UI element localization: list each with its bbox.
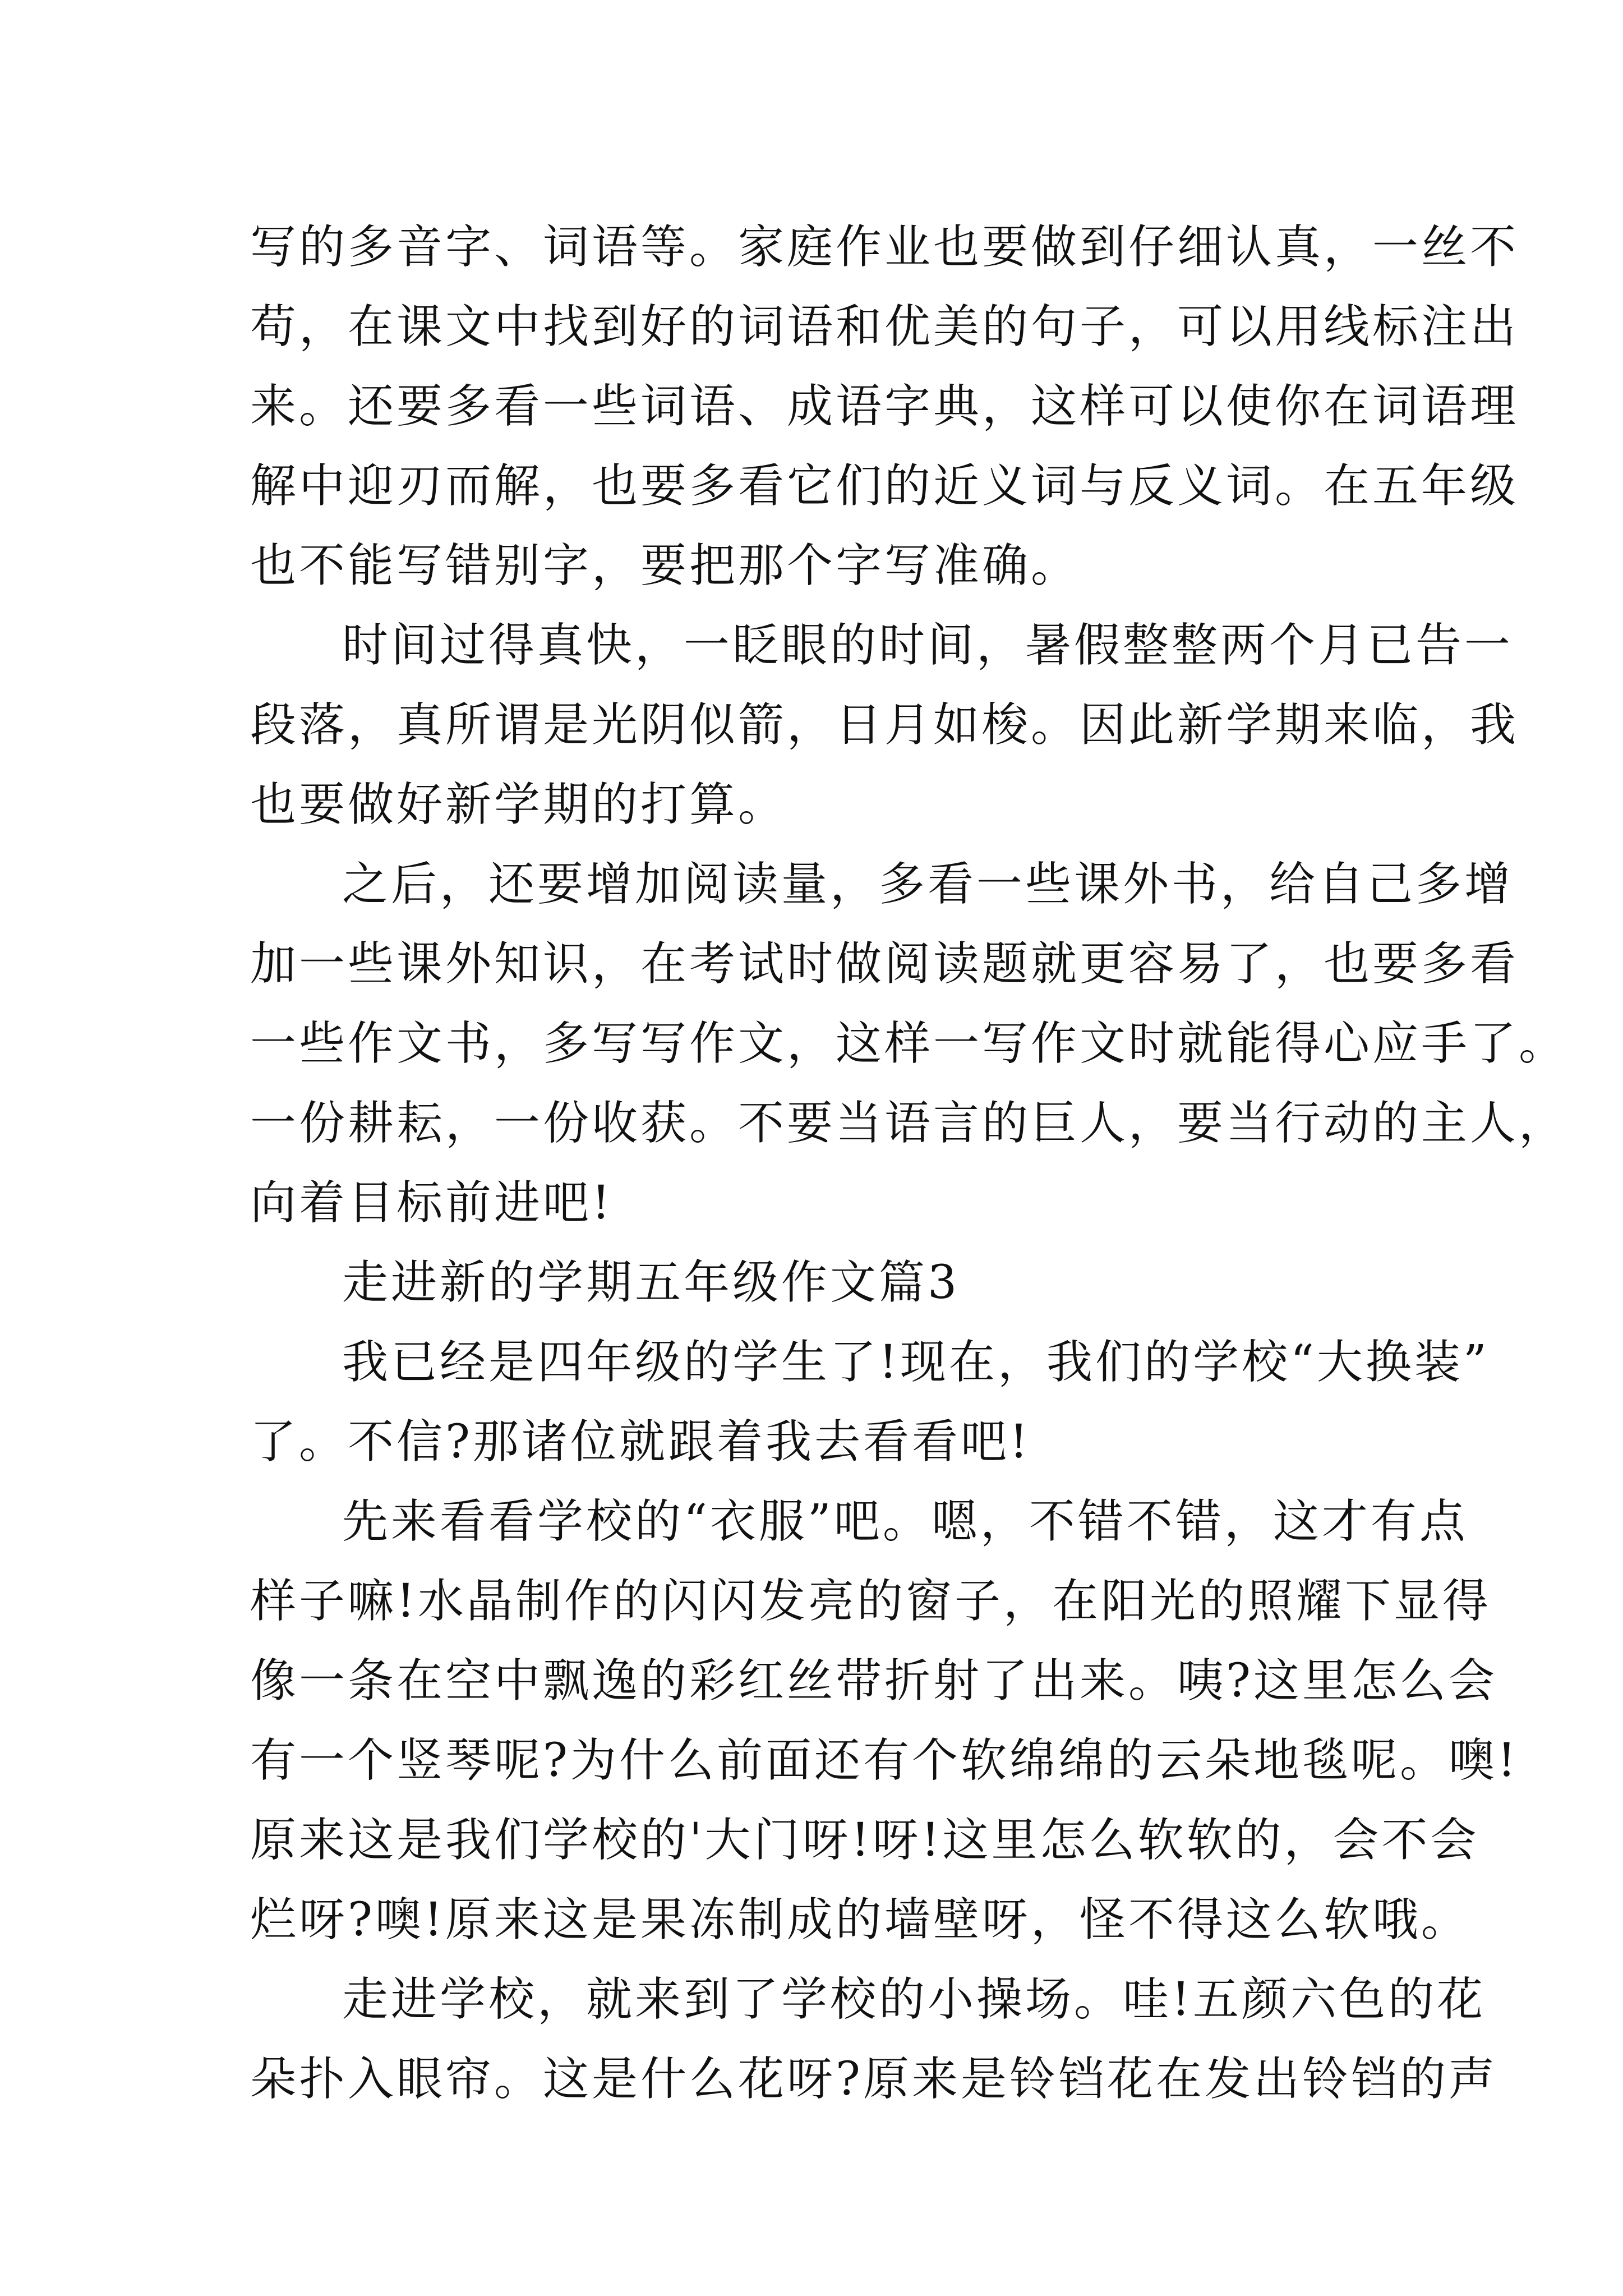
text-line: 一份耕耘，一份收获。不要当语言的巨人，要当行动的主人， (250, 1097, 1568, 1150)
text-line: 烂呀?噢!原来这是果冻制成的墙壁呀，怪不得这么软哦。 (250, 1893, 1470, 1947)
document-body (250, 208, 1568, 2119)
text-line: 段落，真所谓是光阴似箭，日月如梭。因此新学期来临，我 (250, 698, 1519, 752)
text-line: 也不能写错别字，要把那个字写准确。 (250, 539, 1080, 592)
text-line: 加一些课外知识，在考试时做阅读题就更容易了，也要多看 (250, 937, 1519, 991)
paragraph-start-line: 时间过得真快，一眨眼的时间，暑假整整两个月已告一 (342, 619, 1514, 672)
paragraph-start-line: 我已经是四年级的学生了!现在，我们的学校“大换装” (342, 1336, 1490, 1389)
section-heading: 走进新的学期五年级作文篇3 (342, 1256, 960, 1309)
text-line: 向着目标前进吧! (250, 1176, 613, 1230)
text-line: 解中迎刃而解，也要多看它们的近义词与反义词。在五年级 (250, 459, 1519, 513)
text-line: 也要做好新学期的打算。 (250, 778, 787, 831)
text-line: 来。还要多看一些词语、成语字典，这样可以使你在词语理 (250, 380, 1519, 433)
text-line: 像一条在空中飘逸的彩红丝带折射了出来。咦?这里怎么会 (250, 1654, 1497, 1708)
text-line: 朵扑入眼帘。这是什么花呀?原来是铃铛花在发出铃铛的声 (250, 2053, 1497, 2106)
paragraph-start-line: 走进学校，就来到了学校的小操场。哇!五颜六色的花 (342, 1973, 1486, 2026)
text-line: 了。不信?那诸位就跟着我去看看吧! (250, 1415, 1031, 1469)
text-line: 样子嘛!水晶制作的闪闪发亮的窗子，在阳光的照耀下显得 (250, 1575, 1491, 1628)
paragraph-start-line: 先来看看学校的“衣服”吧。嗯，不错不错，这才有点 (342, 1495, 1468, 1548)
paragraph-start-line: 之后，还要增加阅读量，多看一些课外书，给自己多增 (342, 858, 1514, 911)
text-line: 写的多音字、词语等。家庭作业也要做到仔细认真，一丝不 (250, 220, 1519, 274)
text-line: 有一个竖琴呢?为什么前面还有个软绵绵的云朵地毯呢。噢! (250, 1734, 1519, 1787)
text-line: 苟，在课文中找到好的词语和优美的句子，可以用线标注出 (250, 300, 1519, 353)
text-line: 原来这是我们学校的'大门呀!呀!这里怎么软软的，会不会 (250, 1814, 1479, 1867)
text-line: 一些作文书，多写写作文，这样一写作文时就能得心应手了。 (250, 1017, 1568, 1070)
